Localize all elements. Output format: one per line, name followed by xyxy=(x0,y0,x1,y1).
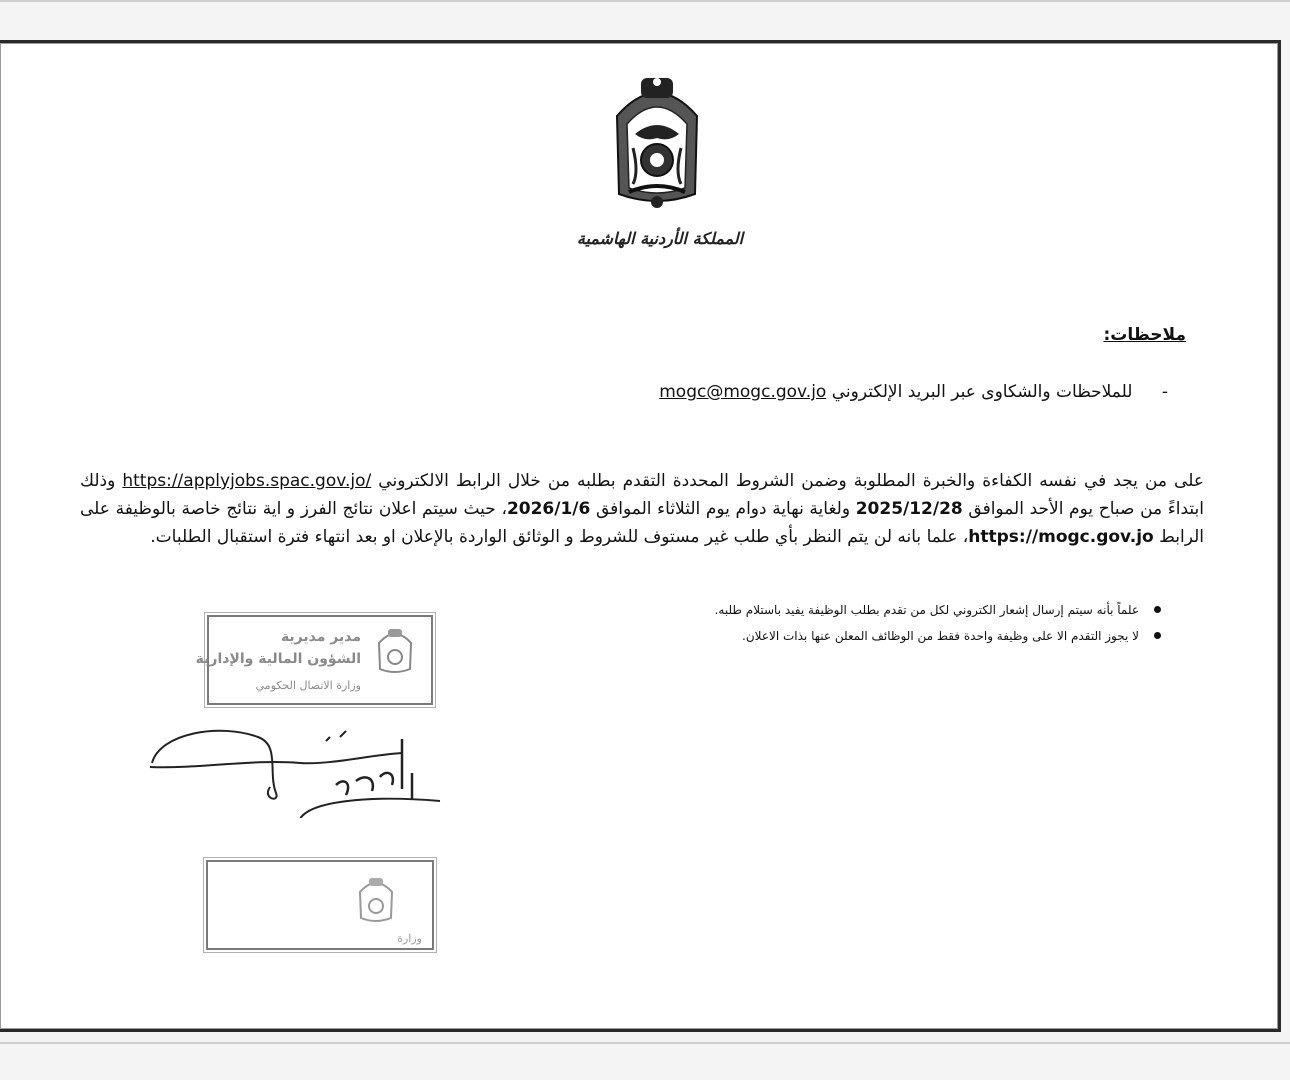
kingdom-name: المملكة الأردنية الهاشمية xyxy=(576,229,744,248)
stamp-line-1: مدير مديرية xyxy=(280,629,361,645)
email-link[interactable]: mogc@mogc.gov.jo xyxy=(659,382,827,402)
email-text: للملاحظات والشكاوى عبر البريد الإلكتروني xyxy=(831,382,1133,402)
stamp-line-3: وزارة الاتصال الحكومي xyxy=(255,679,361,692)
bullet-icon xyxy=(1154,632,1161,639)
official-stamp xyxy=(195,615,433,705)
bottom-edge xyxy=(0,1042,1290,1044)
list-item xyxy=(643,623,1163,649)
stamp-emblem-icon xyxy=(354,876,398,926)
paragraph-part-3: ولغاية نهاية دوام يوم الثلاثاء الموافق xyxy=(595,499,851,519)
apply-link[interactable]: https://applyjobs.spac.gov.jo/ xyxy=(122,471,372,491)
end-date: 2026/1/6 xyxy=(506,499,591,519)
list-dash: - xyxy=(1161,382,1168,402)
start-date: 2025/12/28 xyxy=(855,499,963,519)
document-page xyxy=(0,40,1281,1032)
paragraph-part-5: ، علما بانه لن يتم النظر بأي طلب غير مستوف للشروط و الوثائق الواردة بالإعلان او بعد انتهاء فترة استقبال الطلبات. xyxy=(150,527,969,547)
bullet-text: علماً بأنه سيتم إرسال إشعار الكتروني لكل من تقدم بطلب الوظيفة يفيد باستلام طلبه. xyxy=(714,603,1139,617)
stamp-emblem-icon xyxy=(373,627,417,677)
bullet-icon xyxy=(1154,606,1161,613)
stamp-line-2: الشؤون المالية والإدارية xyxy=(195,651,361,667)
official-stamp-faded xyxy=(206,860,434,950)
notes-email-line xyxy=(659,382,1168,402)
stamp-line-3: وزارة xyxy=(397,932,422,945)
jordan-coat-of-arms-icon xyxy=(599,76,715,216)
bullet-list xyxy=(643,597,1163,649)
bullet-text: لا يجوز التقدم الا على وظيفة واحدة فقط من الوظائف المعلن عنها بذات الاعلان. xyxy=(742,629,1139,643)
top-edge xyxy=(0,0,1290,2)
site-link[interactable]: https://mogc.gov.jo xyxy=(968,527,1154,547)
paragraph-part-2: وذلك ابتداءً من صباح يوم الأحد الموافق xyxy=(80,471,1204,519)
notes-heading: ملاحظات: xyxy=(1103,325,1186,345)
signature xyxy=(140,703,450,818)
paragraph-part-4: ، حيث سيتم اعلان نتائج الفرز و اية نتائج خاصة بالوظيفة على الرابط xyxy=(80,499,1204,547)
list-item xyxy=(643,597,1163,623)
paragraph-part-1: على من يجد في نفسه الكفاءة والخبرة المطلوبة وضمن الشروط المحددة التقدم بطلبه من خلال الرابط الالكتروني xyxy=(378,471,1204,491)
announcement-paragraph xyxy=(80,467,1204,551)
